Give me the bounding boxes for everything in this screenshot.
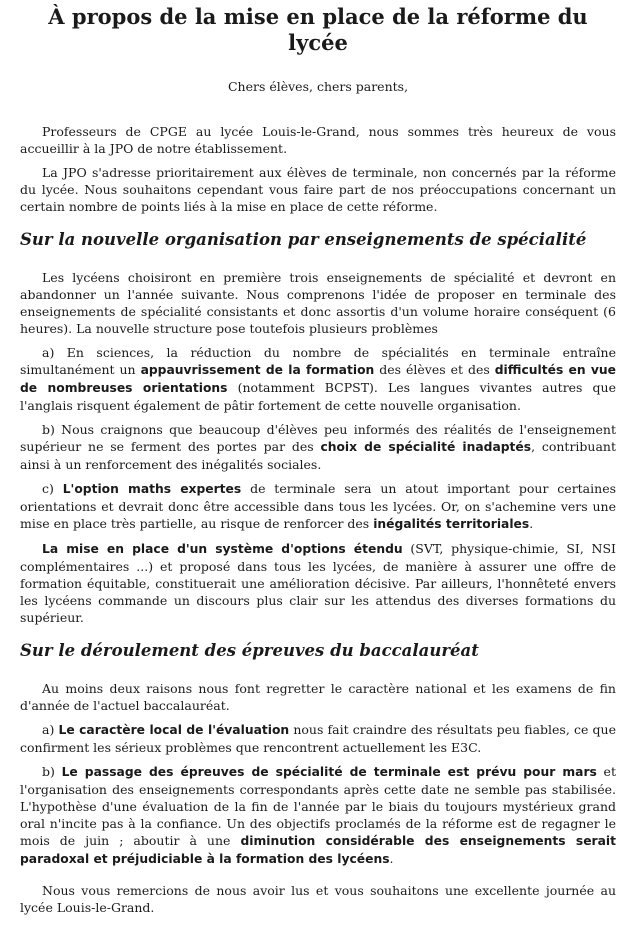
greeting: Chers élèves, chers parents, [227, 79, 409, 94]
intro-paragraph-2: La JPO s'adresse prioritairement aux élèves de terminale, non concernés par la réforme du lycée. Nous souhaitons cependant vous faire part de nos préoccupations concernant un certain nombre de points liés à la mise en place de cette réforme. [20, 165, 616, 214]
emphasis-inegalites-territoriales: inégalités territoriales [373, 517, 530, 531]
emphasis-epreuves-mars: Le passage des épreuves de spécialité de terminale est prévu pour mars [61, 765, 597, 779]
section-heading-baccalaureat: Sur le déroulement des épreuves du baccalauréat [20, 641, 479, 660]
section2-paragraph-a: a) Le caractère local de l'évaluation nous fait craindre des résultats peu fiables, ce que confirment les sérieux problèmes que rencontrent actuellement les E3C. [20, 722, 616, 755]
section1-paragraph-d: La mise en place d'un système d'options étendu (SVT, physique-chimie, SI, NSI complémentaires ...) et proposé dans tous les lycées, de manière à assurer une offre de formation équitable, constituerait une amélioration décisive. Par ailleurs, l'honnêteté envers les lycéens commande un discours plus clair sur les attendus des diverses formations du supérieur. [20, 541, 616, 625]
section1-paragraph-a: a) En sciences, la réduction du nombre de spécialités en terminale entraîne simultanément un appauvrissement de la formation des élèves et des difficultés en vue de nombreuses orientations (notamment BCPST). Les langues vivantes autres que l'anglais risquent également de pâtir fortement de cette nouvelle organisation. [20, 345, 617, 413]
emphasis-systeme-options: La mise en place d'un système d'options étendu [42, 542, 403, 556]
emphasis-choix-inadaptes: choix de spécialité inadaptés [320, 440, 532, 454]
closing-paragraph: Nous vous remercions de nous avoir lus et vous souhaitons une excellente journée au lycée Louis-le-Grand. [20, 883, 616, 915]
section1-paragraph-intro: Les lycéens choisiront en première trois enseignements de spécialité et devront en abandonner un l'année suivante. Nous comprenons l'idée de proposer en terminale des enseignements de spécialité consistants et donc assortis d'un volume horaire conséquent (6 heures). La nouvelle structure pose toutefois plusieurs problèmes [20, 270, 616, 336]
emphasis-diminution-enseignements: diminution considérable des enseignements serait paradoxal et préjudiciable à la formation des lycéens [20, 834, 616, 866]
emphasis-appauvrissement: appauvrissement de la formation [140, 363, 375, 377]
section1-paragraph-b: b) Nous craignons que beaucoup d'élèves peu informés des réalités de l'enseignement supérieur ne se ferment des portes par des choix de spécialité inadaptés, contribuant ainsi à un renforcement des inégalités sociales. [20, 422, 616, 472]
emphasis-difficultes: difficultés en vue de nombreuses orientations [20, 363, 616, 395]
emphasis-maths-expertes: L'option maths expertes [62, 482, 242, 496]
section2-paragraph-intro: Au moins deux raisons nous font regretter le caractère national et les examens de fin d'année de l'actuel baccalauréat. [20, 681, 616, 713]
section2-paragraph-b: b) Le passage des épreuves de spécialité de terminale est prévu pour mars et l'organisation des enseignements correspondants après cette date ne semble pas stabilisée. L'hypothèse d'une évaluation de la fin de l'année par le biais du toujours mystérieux grand oral n'incite pas à la confiance. Un des objectifs proclamés de la réforme est de regagner le mois de juin ; aboutir à une diminution considérable des enseignements serait paradoxal et préjudiciable à la formation des lycéens. [20, 764, 616, 866]
section-heading-specialites: Sur la nouvelle organisation par enseignements de spécialité [20, 230, 587, 249]
document-title: À propos de la mise en place de la réforme du lycée [48, 4, 588, 55]
intro-paragraph-1: Professeurs de CPGE au lycée Louis-le-Grand, nous sommes très heureux de vous accueillir à la JPO de notre établissement. [20, 124, 616, 156]
emphasis-caractere-local: Le caractère local de l'évaluation [58, 723, 290, 737]
section1-paragraph-c: c) L'option maths expertes de terminale sera un atout important pour certaines orientations et devrait donc être accessible dans tous les lycées. Or, on s'achemine vers une mise en place très partielle, au risque de renforcer des inégalités territoriales. [20, 481, 616, 531]
